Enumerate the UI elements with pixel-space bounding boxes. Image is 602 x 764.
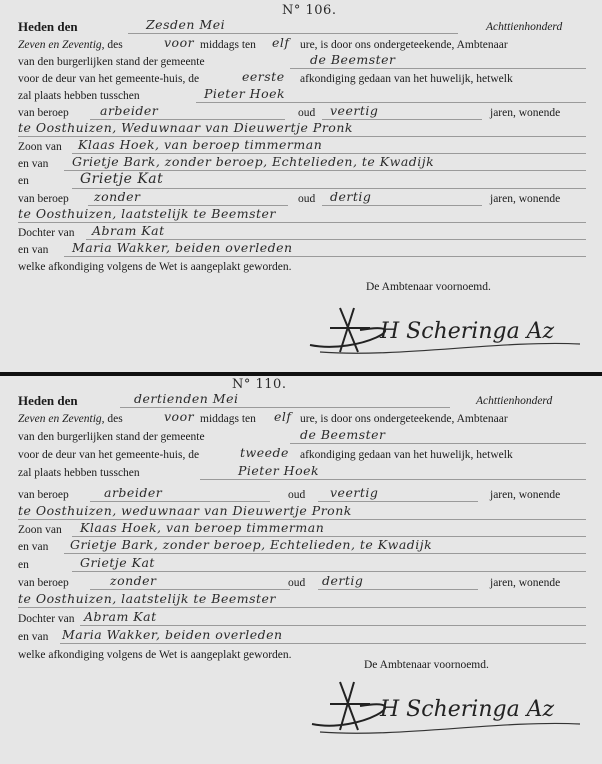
year-prefix: Achttienhonderd xyxy=(486,21,563,33)
marriage-record-106: N° 106. Heden den Zesden Mei Achttienhonderd Zeven en Zeventig, des voor middags ten elf ure, is door ons ondergeteekende, Ambtenaar van den burgerlijken stand der gemeente de Beemster voor de deur van het gemeente-huis, de eerste afkondiging gedaan van het huwelijk, hetwelk zal plaats hebben tusschen Pieter Hoek van beroep arbeider oud veertig jaren, wonende te Oosthuizen, Weduwnaar van Dieuwertje Pronk Zoon van Klaas Hoek, van beroep timmerman en van Grietje Bark, zonder beroep, Echtelieden, te Kwadijk en Grietje Kat van beroep zonder oud dertig jaren, wonende te Oosthuizen, laatstelijk te Beemster Dochter van Abram Kat en van Maria Wakker, beiden overleden welke afkondiging volgens de Wet is aangeplakt geworden. De Ambtenaar voornoemd. H Scheringa Az xyxy=(0,0,602,372)
bride-father: Abram Kat xyxy=(92,223,165,238)
bride-occupation: zonder xyxy=(94,189,141,204)
heden-label: Heden den xyxy=(18,19,78,34)
record-number: N° 110. xyxy=(232,377,287,392)
hour-handwritten: elf xyxy=(272,35,290,50)
fill-rule xyxy=(128,33,458,34)
bride-age: dertig xyxy=(330,189,372,204)
gemeente-handwritten: de Beemster xyxy=(310,52,396,67)
ambtenaar-label: De Ambtenaar voornoemd. xyxy=(366,281,491,293)
day-handwritten: Zesden Mei xyxy=(146,17,226,32)
groom-father: Klaas Hoek, van beroep timmerman xyxy=(78,137,323,152)
day-handwritten: dertienden Mei xyxy=(134,391,239,406)
signature-text: H Scheringa Az xyxy=(380,319,555,344)
groom-age: veertig xyxy=(330,103,379,118)
voor-handwritten: voor xyxy=(164,35,195,50)
line-zeven: Zeven en Zeventig, des xyxy=(18,39,123,51)
groom-occupation: arbeider xyxy=(100,103,159,118)
groom-mother: Grietje Bark, zonder beroep, Echtelieden, te Kwadijk xyxy=(72,154,435,169)
signature-image xyxy=(300,672,590,742)
signature-image xyxy=(300,300,590,360)
bride-mother: Maria Wakker, beiden overleden xyxy=(72,240,293,255)
line-heden xyxy=(18,20,78,35)
marriage-record-110: N° 110. Heden den dertienden Mei Achttienhonderd Zeven en Zeventig, des voor middags ten elf ure, is door ons ondergeteekende, Ambtenaar van den burgerlijken stand der gemeente de Beemster voor de deur van het gemeente-huis, de tweede afkondiging gedaan van het huwelijk, hetwelk zal plaats hebben tusschen Pieter Hoek van beroep arbeider oud veertig jaren, wonende te Oosthuizen, weduwnaar van Dieuwertje Pronk Zoon van Klaas Hoek, van beroep timmerman en van Grietje Bark, zonder beroep, Echtelieden, te Kwadijk en Grietje Kat van beroep zonder oud dertig jaren, wonende te Oosthuizen, laatstelijk te Beemster Dochter van Abram Kat en van Maria Wakker, beiden overleden welke afkondiging volgens de Wet is aangeplakt geworden. De Ambtenaar voornoemd. H Scheringa Az xyxy=(0,376,602,764)
bride-residence: te Oosthuizen, laatstelijk te Beemster xyxy=(18,206,276,221)
record-number: N° 106. xyxy=(282,3,337,18)
ordinal-handwritten: eerste xyxy=(242,69,285,84)
groom-residence: te Oosthuizen, Weduwnaar van Dieuwertje Pronk xyxy=(18,120,353,135)
signature-text: H Scheringa Az xyxy=(380,697,555,722)
ambtenaar-label: De Ambtenaar voornoemd. xyxy=(364,659,489,671)
groom-name: Pieter Hoek xyxy=(204,86,286,101)
bride-name: Grietje Kat xyxy=(80,171,164,187)
heden-label: Heden den xyxy=(18,393,78,408)
